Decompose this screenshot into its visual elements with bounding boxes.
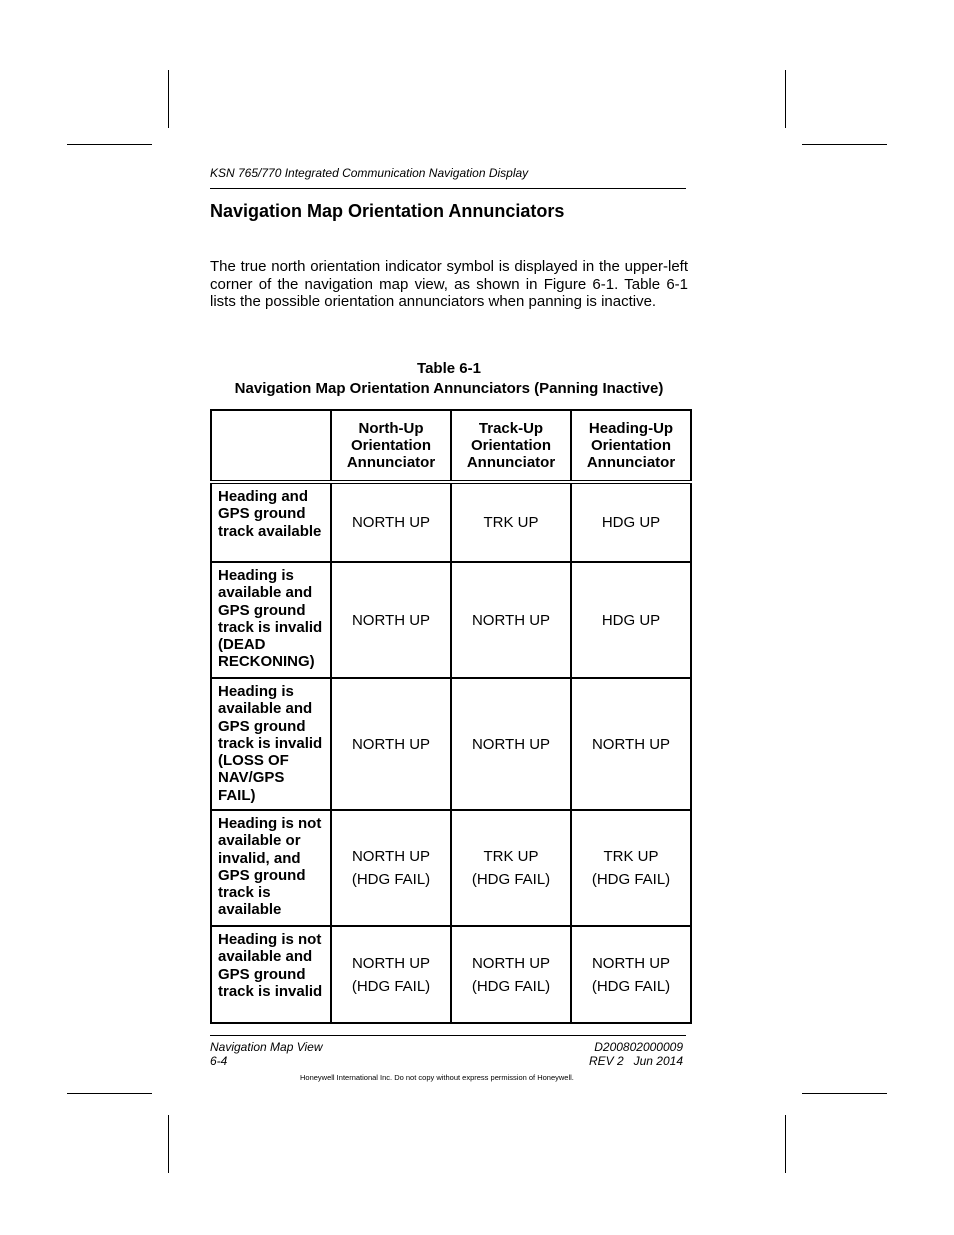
north-up-value: NORTH UP (HDG FAIL): [331, 810, 451, 926]
crop-mark: [67, 1093, 152, 1094]
copyright-notice: Honeywell International Inc. Do not copy without express permission of Honeywell.: [300, 1073, 574, 1082]
section-title: Navigation Map Orientation Annunciators: [210, 201, 565, 221]
track-up-value: NORTH UP: [451, 678, 571, 810]
table-caption-title: Navigation Map Orientation Annunciators (Panning Inactive): [234, 380, 664, 397]
header-label: North-Up Orientation Annunciator: [346, 420, 436, 471]
heading-up-value: HDG UP: [571, 482, 691, 562]
footer-section-name: Navigation Map View: [210, 1040, 323, 1054]
heading-up-value: HDG UP: [571, 562, 691, 678]
crop-mark: [802, 1093, 887, 1094]
crop-mark: [785, 70, 786, 128]
table-row: [211, 482, 691, 562]
crop-mark: [67, 144, 152, 145]
header-rule: [210, 188, 686, 189]
table-header-north-up: [331, 410, 451, 482]
crop-mark: [168, 1115, 169, 1173]
row-condition: Heading is available and GPS ground track is invalid (DEAD RECKONING): [211, 562, 331, 678]
row-condition: Heading is available and GPS ground track is invalid (LOSS OF NAV/GPS FAIL): [211, 678, 331, 810]
header-label: Heading-Up Orientation Annunciator: [586, 420, 676, 471]
table-header-cell-blank: [211, 410, 331, 482]
north-up-value: NORTH UP (HDG FAIL): [331, 926, 451, 1023]
crop-mark: [802, 144, 887, 145]
body-paragraph: The true north orientation indicator symbol is displayed in the upper-left corner of the navigation map view, as shown in Figure 6-1. Table 6-1 lists the possible orientation annunciators when panning is inactive.: [210, 258, 688, 310]
row-condition: Heading is not available and GPS ground track is invalid: [211, 926, 331, 1023]
table-header-row: [211, 410, 691, 482]
track-up-value: NORTH UP: [451, 562, 571, 678]
crop-mark: [785, 1115, 786, 1173]
table-header-heading-up: [571, 410, 691, 482]
row-condition: Heading and GPS ground track available: [211, 482, 331, 562]
table-caption-number: Table 6-1: [417, 360, 481, 377]
footer-left: [210, 1040, 323, 1068]
crop-mark: [168, 70, 169, 128]
table-row: [211, 810, 691, 926]
footer-page-number: 6-4: [210, 1054, 228, 1068]
table-row: [211, 678, 691, 810]
track-up-value: NORTH UP (HDG FAIL): [451, 926, 571, 1023]
table-row: [211, 562, 691, 678]
footer-rule: [210, 1035, 686, 1036]
track-up-value: TRK UP (HDG FAIL): [451, 810, 571, 926]
north-up-value: NORTH UP: [331, 482, 451, 562]
north-up-value: NORTH UP: [331, 562, 451, 678]
heading-up-value: NORTH UP (HDG FAIL): [571, 926, 691, 1023]
heading-up-value: NORTH UP: [571, 678, 691, 810]
row-condition: Heading is not available or invalid, and GPS ground track is available: [211, 810, 331, 926]
annunciator-table: [210, 409, 692, 1024]
table-row: [211, 926, 691, 1023]
track-up-value: TRK UP: [451, 482, 571, 562]
running-header: KSN 765/770 Integrated Communication Navigation Display: [210, 166, 529, 180]
footer-right: [510, 1040, 683, 1068]
header-label: Track-Up Orientation Annunciator: [466, 420, 556, 471]
table-header-track-up: [451, 410, 571, 482]
north-up-value: NORTH UP: [331, 678, 451, 810]
footer-revision: REV 2 Jun 2014: [588, 1054, 683, 1068]
footer-doc-number: D200802000009: [594, 1040, 683, 1054]
heading-up-value: TRK UP (HDG FAIL): [571, 810, 691, 926]
